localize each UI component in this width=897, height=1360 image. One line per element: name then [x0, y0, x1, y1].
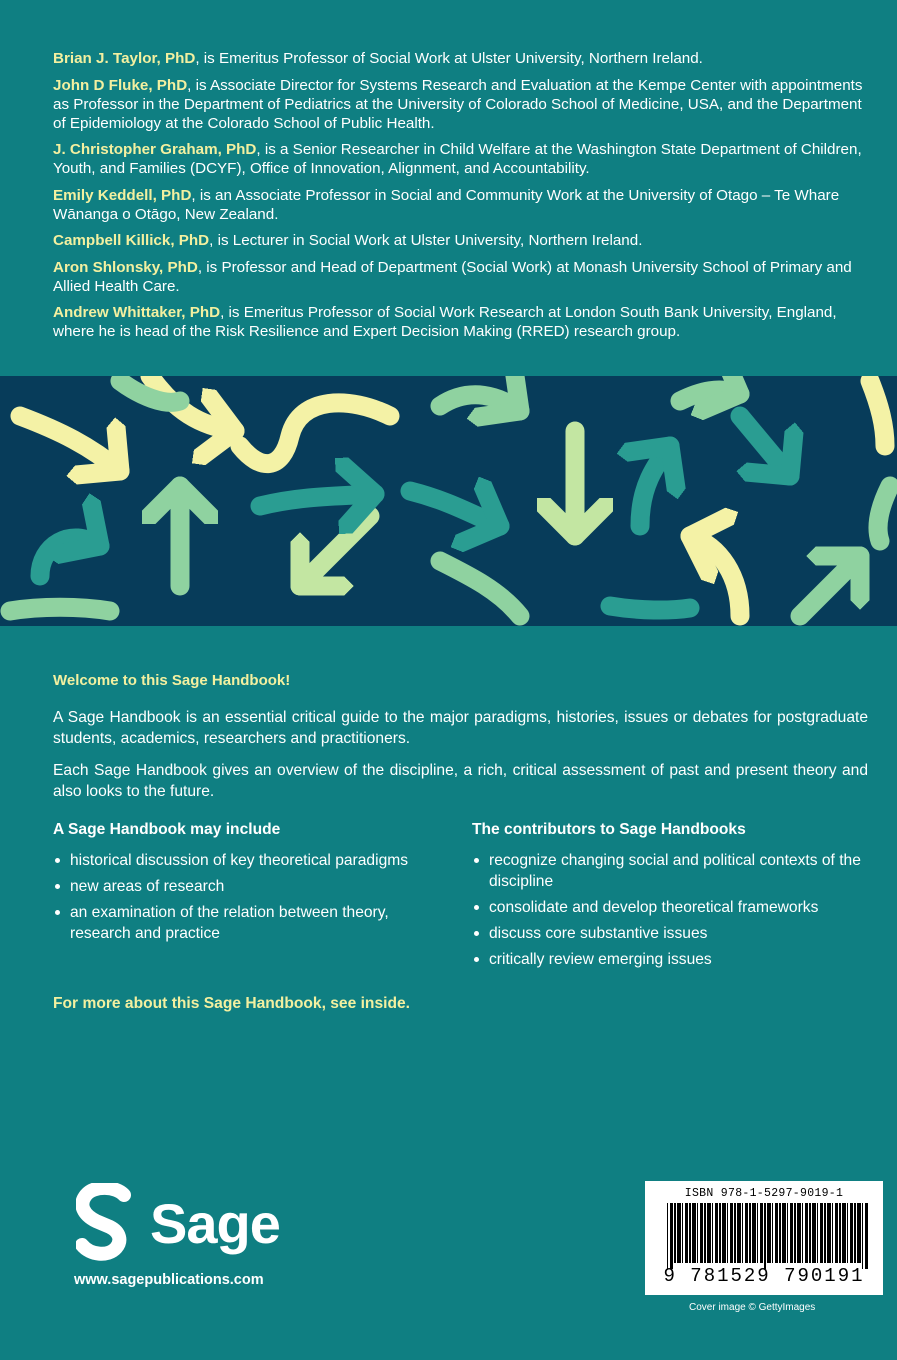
arrows-illustration	[0, 376, 897, 626]
barcode-bar	[700, 1203, 703, 1263]
arrow-shape	[610, 606, 690, 610]
bullet-list	[53, 850, 449, 944]
barcode-digits: 9 781529 790191	[663, 1265, 865, 1287]
author-name: J. Christopher Graham, PhD	[53, 141, 257, 158]
feature-columns	[53, 819, 868, 975]
barcode-bar	[797, 1203, 801, 1263]
author-description: , is Lecturer in Social Work at Ulster University, Northern Ireland.	[209, 232, 643, 249]
author-description: , is a Senior Researcher in Child Welfare at the Washington State Department of Children, Youth, and Families (DCYF), Office of Innovation, Alignment, and Accountability.	[53, 141, 862, 177]
author-name: Brian J. Taylor, PhD	[53, 50, 196, 67]
barcode-bar	[820, 1203, 823, 1263]
isbn-barcode	[645, 1181, 883, 1295]
barcode-bar	[779, 1203, 781, 1263]
bio-entry	[53, 49, 863, 68]
barcode-bar	[689, 1203, 691, 1263]
barcode-bar	[772, 1203, 773, 1263]
arrow-shape	[10, 607, 110, 611]
barcode-bar	[697, 1203, 698, 1263]
barcode-bar	[667, 1203, 668, 1269]
barcode-bar	[737, 1203, 741, 1263]
author-name: Emily Keddell, PhD	[53, 186, 192, 204]
barcode-bar	[802, 1203, 803, 1263]
barcode-bar	[677, 1203, 681, 1263]
barcode-bar	[719, 1203, 721, 1263]
barcode-bar	[757, 1203, 758, 1263]
author-description: , is an Associate Professor in Social and Community Work at the University of Otago – Te Whare Wānanga o Otāgo, New Zealand.	[53, 186, 840, 223]
overview-paragraph: Each Sage Handbook gives an overview of the discipline, a rich, critical assessment of past and present theory and also looks to the future.	[53, 762, 868, 800]
arrow-shape	[640, 446, 670, 526]
barcode-bar	[857, 1203, 861, 1263]
arrow-shape	[40, 538, 100, 576]
handbook-blurb	[53, 670, 868, 975]
barcode-bar	[824, 1203, 826, 1263]
sage-wordmark: Sage	[150, 1192, 280, 1255]
barcode-bar	[734, 1203, 736, 1263]
author-description: , is Emeritus Professor of Social Work at Ulster University, Northern Ireland.	[195, 50, 703, 67]
barcode-bar	[794, 1203, 796, 1263]
barcode-bar	[817, 1203, 818, 1263]
arrow-shape	[680, 390, 740, 401]
cover-image-credit: Cover image © GettyImages	[689, 1302, 816, 1313]
arrow-shape	[20, 416, 120, 471]
arrow-shape	[440, 395, 520, 411]
barcode-bar	[742, 1203, 743, 1263]
barcode-bar	[745, 1203, 748, 1263]
barcode-bar	[752, 1203, 756, 1263]
barcode-bar	[787, 1203, 788, 1263]
author-description: , is Emeritus Professor of Social Work Research at London South Bank University, England, where he is head of the Risk Resilience and Expert Decision Making (RRED) research group.	[53, 304, 837, 340]
list-item: recognize changing social and political contexts of the discipline	[472, 850, 868, 892]
welcome-heading: Welcome to this Sage Handbook!	[53, 672, 291, 689]
arrow-shape	[740, 416, 790, 476]
list-item: consolidate and develop theoretical frameworks	[472, 897, 868, 918]
barcode-bar	[682, 1203, 683, 1263]
author-name: John D Fluke, PhD	[53, 76, 188, 94]
barcode-bar	[767, 1203, 771, 1263]
author-bios	[53, 49, 863, 349]
intro-paragraph: A Sage Handbook is an essential critical guide to the major paradigms, histories, issues or debates for postgraduate students, academics, researchers and practitioners.	[53, 709, 868, 747]
author-name: Aron Shlonsky, PhD	[53, 258, 198, 276]
arrow-shape	[240, 403, 390, 464]
author-description: , is Professor and Head of Department (Social Work) at Monash University School of Primary and Allied Health Care.	[53, 258, 852, 295]
barcode-bar	[704, 1203, 706, 1263]
barcode-bar	[775, 1203, 778, 1263]
barcode-bar	[722, 1203, 726, 1263]
barcode-bar	[760, 1203, 763, 1263]
barcode-bar	[685, 1203, 688, 1263]
arrow-pattern-banner	[0, 376, 897, 626]
contributors-column	[472, 819, 868, 975]
barcode-bar	[862, 1203, 863, 1269]
author-name: Campbell Killick, PhD	[53, 232, 210, 249]
barcode-bar	[715, 1203, 718, 1263]
arrow-shape	[440, 561, 520, 616]
barcode-bar	[809, 1203, 811, 1263]
isbn-label: ISBN 978-1-5297-9019-1	[684, 1187, 844, 1200]
barcode-bar	[854, 1203, 856, 1263]
barcode-bar	[670, 1203, 673, 1269]
arrow-shape	[878, 486, 890, 541]
barcode-bar	[835, 1203, 838, 1263]
barcode-bar	[790, 1203, 793, 1263]
barcode-bar	[812, 1203, 816, 1263]
column-heading: A Sage Handbook may include	[53, 821, 281, 838]
bio-entry	[53, 186, 863, 224]
barcode-bar	[842, 1203, 846, 1263]
list-item: new areas of research	[53, 876, 449, 897]
publisher-url[interactable]: www.sagepublications.com	[74, 1272, 264, 1288]
barcode-bar	[782, 1203, 786, 1263]
barcode-bar	[727, 1203, 728, 1263]
barcode-bar	[692, 1203, 696, 1263]
barcode-bar	[839, 1203, 841, 1263]
barcode-bar	[730, 1203, 733, 1263]
handbook-includes-column	[53, 819, 449, 975]
bullet-list	[472, 850, 868, 970]
barcode-bar	[832, 1203, 833, 1263]
see-inside-note: For more about this Sage Handbook, see inside.	[53, 995, 410, 1012]
arrow-shape	[260, 494, 375, 506]
column-heading: The contributors to Sage Handbooks	[472, 821, 746, 838]
barcode-bar	[805, 1203, 808, 1263]
list-item: historical discussion of key theoretical paradigms	[53, 850, 449, 871]
bio-entry	[53, 303, 863, 341]
barcode-bar	[764, 1203, 766, 1269]
barcode-bar	[674, 1203, 676, 1263]
author-name: Andrew Whittaker, PhD	[53, 304, 221, 321]
arrow-shape	[870, 381, 885, 446]
arrow-shape	[410, 491, 500, 526]
barcode-bar	[749, 1203, 751, 1263]
bio-entry	[53, 76, 863, 133]
list-item: discuss core substantive issues	[472, 923, 868, 944]
arrow-shape	[300, 516, 370, 586]
bio-entry	[53, 231, 863, 250]
barcode-bar	[707, 1203, 711, 1263]
sage-logo-icon	[76, 1183, 132, 1263]
list-item: critically review emerging issues	[472, 949, 868, 970]
barcode-bar	[847, 1203, 848, 1263]
bio-entry	[53, 258, 863, 296]
barcode-bar	[850, 1203, 853, 1263]
barcode-bar	[712, 1203, 713, 1263]
list-item: an examination of the relation between theory, research and practice	[53, 902, 449, 944]
author-description: , is Associate Director for Systems Research and Evaluation at the Kempe Center with appointments as Professor in the Department of Pediatrics at the University of Colorado School of Medicine, USA, and the Department of Epidemiology at the Colorado School of Public Health.	[53, 76, 863, 132]
barcode-bar	[865, 1203, 868, 1269]
barcode-bar	[827, 1203, 831, 1263]
arrow-shape	[800, 556, 860, 616]
bio-entry	[53, 140, 863, 178]
